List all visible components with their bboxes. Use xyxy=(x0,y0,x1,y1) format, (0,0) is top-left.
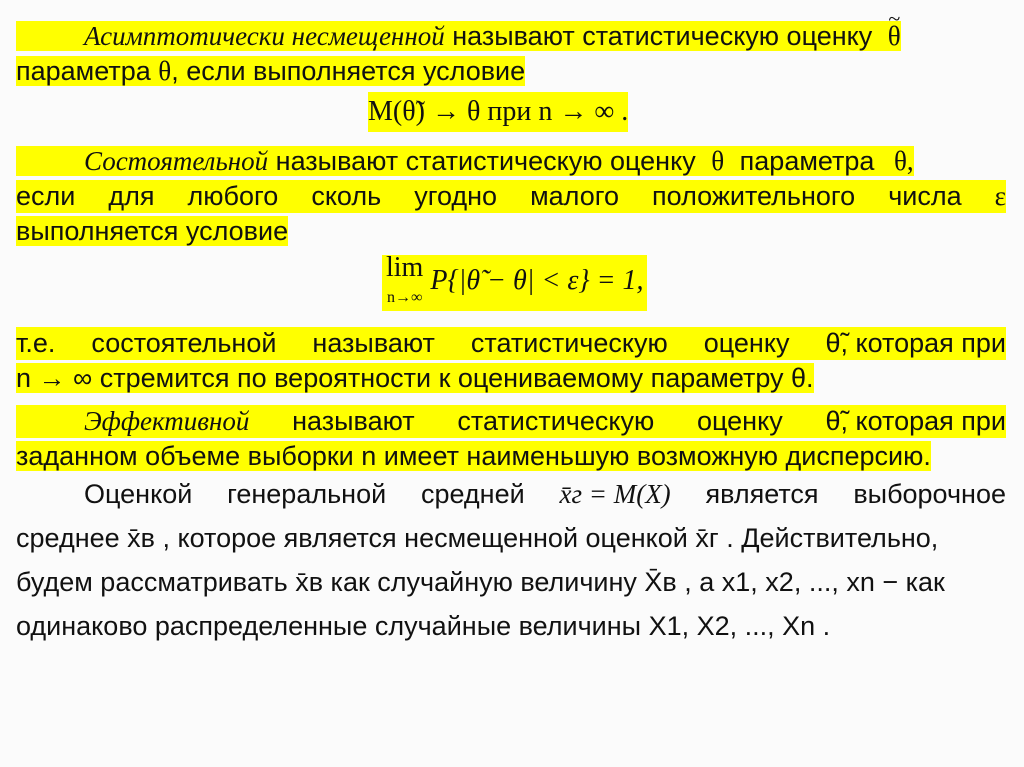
p1-line2-rest: , если выполняется условие xyxy=(171,56,526,86)
p3-line2 xyxy=(16,362,1006,395)
p1-line1 xyxy=(16,20,1006,53)
word: сколь xyxy=(311,181,382,211)
epsilon: ε xyxy=(994,181,1006,211)
p1-line2-text: параметра xyxy=(16,56,151,86)
p2-line3-text: выполняется условие xyxy=(16,216,289,246)
word: называют xyxy=(312,328,435,358)
word: средней xyxy=(420,479,525,509)
theta: θ xyxy=(158,56,172,86)
word: оценку xyxy=(696,406,783,436)
p3-line2-text: n → ∞ стремится по вероятности к оцениваемому параметру θ. xyxy=(16,363,814,393)
p2-line1 xyxy=(16,145,1006,178)
term-consistent: Состоятельной xyxy=(84,146,269,176)
word: любого xyxy=(187,181,279,211)
formula-consistency xyxy=(382,252,647,311)
theta-tilde: ~ θ xyxy=(888,20,901,53)
p1-line2 xyxy=(16,55,1006,88)
lim-subscript: n→∞ xyxy=(386,289,423,306)
p4-line2-text: заданном объеме выборки n имеет наименьшую возможную дисперсию. xyxy=(16,441,931,471)
general-mean-formula: x̄г = M(X) xyxy=(559,479,671,509)
word: оценку xyxy=(703,328,790,358)
theta-tilde: θ xyxy=(711,146,725,176)
p5-line3: будем рассматривать x̄в как случайную величину X̄в , а x1, x2, ..., xn − как xyxy=(16,567,945,597)
word: числа xyxy=(888,181,962,211)
lim: lim xyxy=(386,252,424,283)
theta: θ, xyxy=(893,146,914,176)
p3-line1 xyxy=(16,327,1006,360)
term-asymptotic-unbiased: Асимптотически несмещенной xyxy=(84,21,445,51)
term-efficient: Эффективной xyxy=(84,406,250,436)
word: если xyxy=(16,181,76,211)
word: статистическую xyxy=(457,406,655,436)
word: положительного xyxy=(652,181,856,211)
p5-line1 xyxy=(16,478,1006,511)
word: θ̃, которая при xyxy=(825,328,1006,358)
word: угодно xyxy=(414,181,498,211)
p2-line3 xyxy=(16,215,1006,248)
word: выборочное xyxy=(853,479,1006,509)
p5-line4: одинаково распределенные случайные величины X1, X2, ..., Xn . xyxy=(16,611,831,641)
word: статистическую xyxy=(470,328,668,358)
p2-param: параметра xyxy=(739,146,875,176)
word: для xyxy=(108,181,155,211)
formula-body: P{|θ̃ − θ| < ε} = 1, xyxy=(430,265,644,296)
word: является xyxy=(705,479,819,509)
p4-line1 xyxy=(16,405,1006,438)
p5-line2: среднее x̄в , которое является несмещенной оценкой x̄г . Действительно, xyxy=(16,523,939,553)
p2-line2 xyxy=(16,180,1006,213)
word: т.е. xyxy=(16,328,56,358)
formula-asymptotic: M(θ̃) → θ при n → ∞ . xyxy=(368,92,628,132)
word: малого xyxy=(530,181,620,211)
word: генеральной xyxy=(227,479,387,509)
word: θ̃, которая при xyxy=(825,406,1006,436)
p2-line1-text: называют статистическую оценку xyxy=(275,146,696,176)
p1-line1-text: называют статистическую оценку xyxy=(452,21,873,51)
word: называют xyxy=(292,406,415,436)
p4-line2 xyxy=(16,440,1006,473)
word: Оценкой xyxy=(84,479,193,509)
word: состоятельной xyxy=(91,328,277,358)
